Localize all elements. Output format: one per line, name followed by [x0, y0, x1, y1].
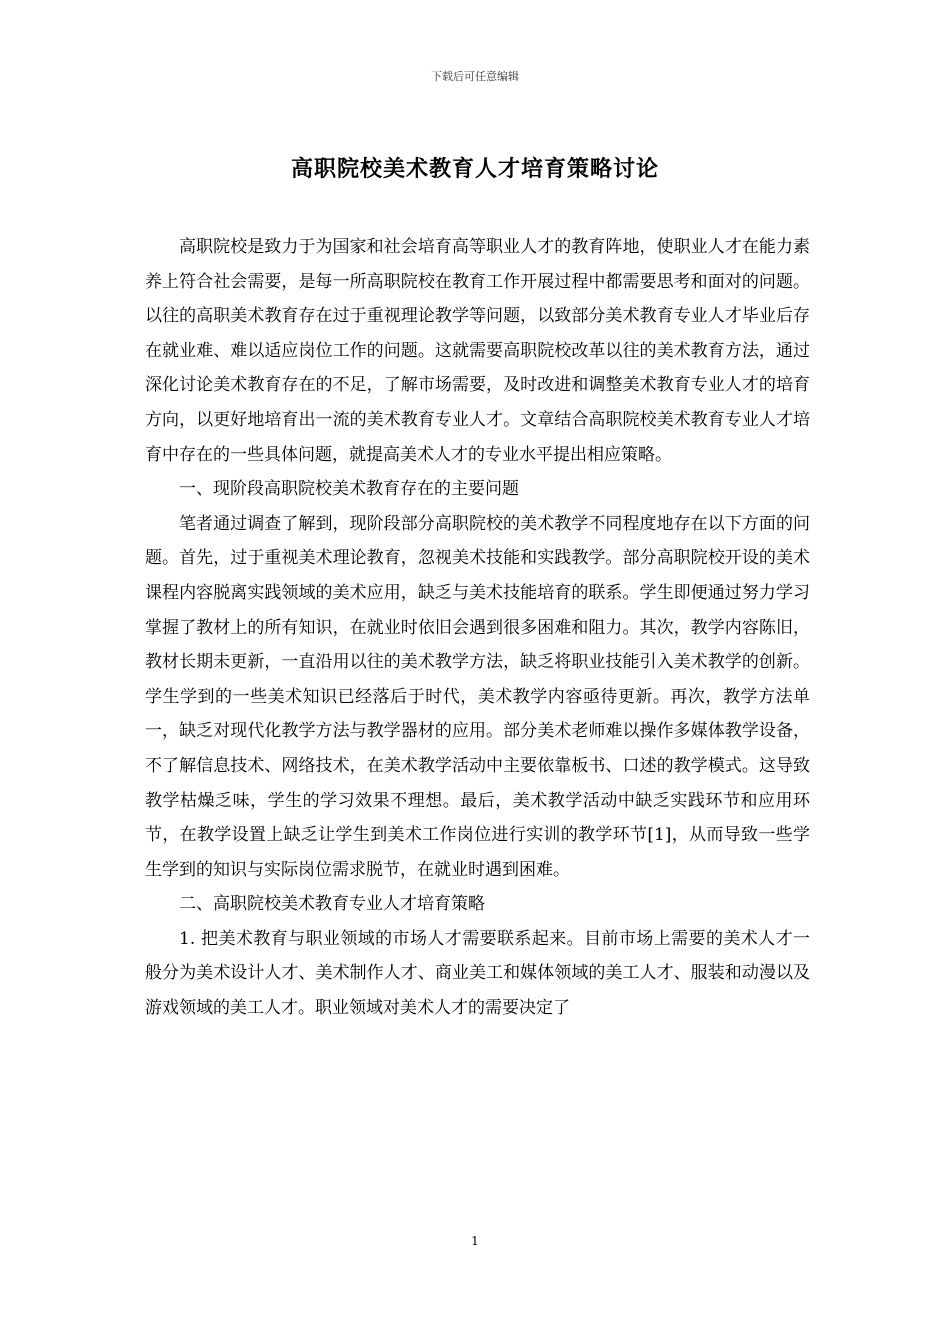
section-heading-2: 二、高职院校美术教育专业人才培育策略: [179, 894, 485, 915]
header-note: 下载后可任意编辑: [431, 70, 519, 83]
document-title: 高职院校美术教育人才培育策略讨论: [290, 156, 659, 182]
document-body: [145, 230, 810, 1026]
section-heading-1: 一、现阶段高职院校美术教育存在的主要问题: [179, 479, 519, 500]
paragraph-strategy-1: 1. 把美术教育与职业领域的市场人才需要联系起来。目前市场上需要的美术人才一般分为美术设计人才、美术制作人才、商业美工和媒体领域的美工人才、服装和动漫以及游戏领域的美工人才。职业领域对美术人才的需要决定了: [145, 928, 810, 1019]
page-number: 1: [471, 1234, 479, 1248]
paragraph-intro: 高职院校是致力于为国家和社会培育高等职业人才的教育阵地，使职业人才在能力素养上符合社会需要，是每一所高职院校在教育工作开展过程中都需要思考和面对的问题。以往的高职美术教育存在过于重视理论教学等问题，以致部分美术教育专业人才毕业后存在就业难、难以适应岗位工作的问题。这就需要高职院校改革以往的美术教育方法，通过深化讨论美术教育存在的不足，了解市场需要，及时改进和调整美术教育专业人才的培育方向，以更好地培育出一流的美术教育专业人才。文章结合高职院校美术教育专业人才培育中存在的一些具体问题，就提高美术人才的专业水平提出相应策略。: [145, 237, 810, 465]
paragraph-problems: 笔者通过调查了解到，现阶段部分高职院校的美术教学不同程度地存在以下方面的问题。首先，过于重视美术理论教育，忽视美术技能和实践教学。部分高职院校开设的美术课程内容脱离实践领域的美术应用，缺乏与美术技能培育的联系。学生即便通过努力学习掌握了教材上的所有知识，在就业时依旧会遇到很多困难和阻力。其次，教学内容陈旧，教材长期未更新，一直沿用以往的美术教学方法，缺乏将职业技能引入美术教学的创新。学生学到的一些美术知识已经落后于时代，美术教学内容亟待更新。再次，教学方法单一，缺乏对现代化教学方法与教学器材的应用。部分美术老师难以操作多媒体教学设备，不了解信息技术、网络技术，在美术教学活动中主要依靠板书、口述的教学模式。这导致教学枯燥乏味，学生的学习效果不理想。最后，美术教学活动中缺乏实践环节和应用环节，在教学设置上缺乏让学生到美术工作岗位进行实训的教学环节[1]，从而导致一些学生学到的知识与实际岗位需求脱节，在就业时遇到困难。: [145, 513, 810, 880]
